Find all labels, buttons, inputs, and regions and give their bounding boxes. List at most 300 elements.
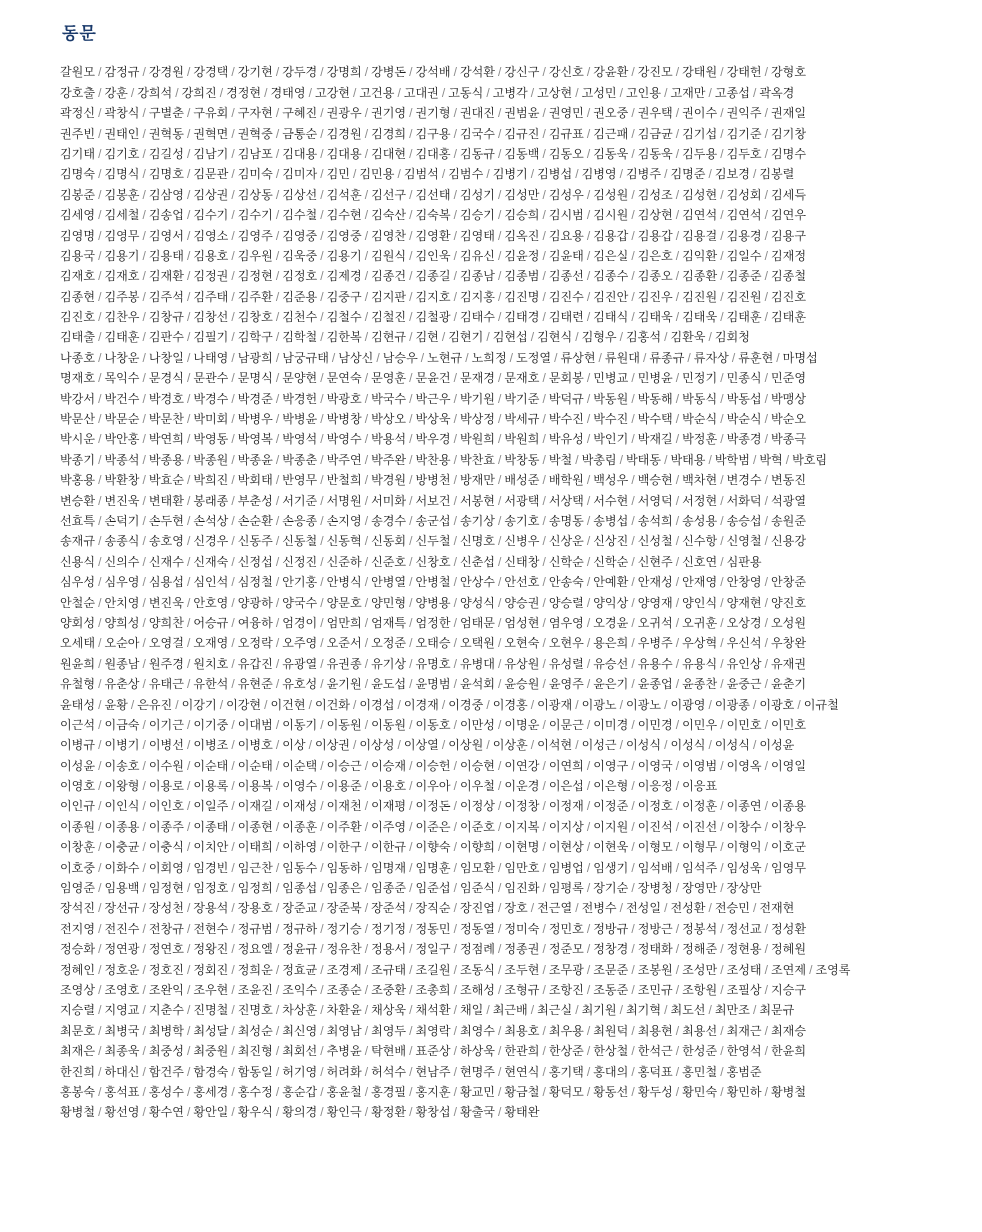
alumni-name[interactable]: 정미숙 — [504, 921, 540, 936]
alumni-name[interactable]: 남궁규태 — [282, 350, 329, 365]
alumni-name[interactable]: 정기정 — [371, 921, 407, 936]
alumni-name[interactable]: 김두호 — [726, 146, 762, 161]
alumni-name[interactable]: 김진안 — [593, 289, 629, 304]
alumni-name[interactable]: 유현준 — [237, 677, 273, 692]
alumni-name[interactable]: 김세영 — [60, 208, 96, 223]
alumni-name[interactable]: 홍대의 — [593, 1064, 629, 1079]
alumni-name[interactable]: 서미화 — [371, 493, 407, 508]
alumni-name[interactable]: 김규표 — [548, 126, 584, 141]
alumni-name[interactable]: 김병영 — [581, 167, 617, 182]
alumni-name[interactable]: 김영소 — [193, 228, 229, 243]
alumni-name[interactable]: 이재길 — [237, 799, 273, 814]
alumni-name[interactable]: 손석상 — [193, 513, 229, 528]
alumni-name[interactable]: 김현섭 — [492, 330, 528, 345]
alumni-name[interactable]: 권혁면 — [193, 126, 229, 141]
alumni-name[interactable]: 서기준 — [282, 493, 318, 508]
alumni-name[interactable]: 이종주 — [148, 819, 184, 834]
alumni-name[interactable]: 홍석표 — [104, 1084, 140, 1099]
alumni-name[interactable]: 정규하 — [282, 921, 318, 936]
alumni-name[interactable]: 이광노 — [581, 697, 617, 712]
alumni-name[interactable]: 김옥진 — [504, 228, 540, 243]
alumni-name[interactable]: 임영무 — [771, 860, 807, 875]
alumni-name[interactable]: 나태영 — [193, 350, 229, 365]
alumni-name[interactable]: 권익주 — [726, 106, 762, 121]
alumni-name[interactable]: 이동원 — [371, 717, 407, 732]
alumni-name[interactable]: 박동해 — [637, 391, 673, 406]
alumni-name[interactable]: 김동백 — [504, 146, 540, 161]
alumni-name[interactable]: 홍지훈 — [415, 1084, 451, 1099]
alumni-name[interactable]: 조연제 — [771, 962, 807, 977]
alumni-name[interactable]: 김범수 — [448, 167, 484, 182]
alumni-name[interactable]: 최재근 — [726, 1023, 762, 1038]
alumni-name[interactable]: 이형익 — [726, 840, 762, 855]
alumni-name[interactable]: 이순태 — [237, 758, 273, 773]
alumni-name[interactable]: 박순식 — [682, 412, 718, 427]
alumni-name[interactable]: 박종용 — [148, 452, 184, 467]
alumni-name[interactable]: 강두경 — [282, 65, 318, 80]
alumni-name[interactable]: 김두용 — [682, 146, 718, 161]
alumni-name[interactable]: 문경식 — [148, 371, 184, 386]
alumni-name[interactable]: 신용강 — [771, 534, 807, 549]
alumni-name[interactable]: 이준호 — [459, 819, 495, 834]
alumni-name[interactable]: 양승권 — [504, 595, 540, 610]
alumni-name[interactable]: 심판용 — [726, 554, 762, 569]
alumni-name[interactable]: 홍기택 — [548, 1064, 584, 1079]
alumni-name[interactable]: 용은희 — [593, 636, 629, 651]
alumni-name[interactable]: 봉래종 — [193, 493, 229, 508]
alumni-name[interactable]: 박근우 — [415, 391, 451, 406]
alumni-name[interactable]: 김미자 — [282, 167, 318, 182]
alumni-name[interactable]: 박유성 — [548, 432, 584, 447]
alumni-name[interactable]: 정점례 — [459, 942, 495, 957]
alumni-name[interactable]: 김대용 — [326, 146, 362, 161]
alumni-name[interactable]: 김정호 — [282, 269, 318, 284]
alumni-name[interactable]: 김남기 — [193, 146, 229, 161]
alumni-name[interactable]: 신창호 — [415, 554, 451, 569]
alumni-name[interactable]: 강호출 — [60, 85, 96, 100]
alumni-name[interactable]: 이충균 — [104, 840, 140, 855]
alumni-name[interactable]: 손두현 — [148, 513, 184, 528]
alumni-name[interactable]: 윤종찬 — [682, 677, 718, 692]
alumni-name[interactable]: 오정락 — [237, 636, 273, 651]
alumni-name[interactable]: 방재만 — [459, 473, 495, 488]
alumni-name[interactable]: 이명운 — [504, 717, 540, 732]
alumni-name[interactable]: 유권종 — [326, 656, 362, 671]
alumni-name[interactable]: 이재천 — [326, 799, 362, 814]
alumni-name[interactable]: 한윤희 — [771, 1044, 807, 1059]
alumni-name[interactable]: 이경홍 — [492, 697, 528, 712]
alumni-name[interactable]: 이근석 — [60, 717, 96, 732]
alumni-name[interactable]: 서봉현 — [459, 493, 495, 508]
alumni-name[interactable]: 이경중 — [448, 697, 484, 712]
alumni-name[interactable]: 지승구 — [771, 982, 807, 997]
alumni-name[interactable]: 김동규 — [459, 146, 495, 161]
alumni-name[interactable]: 방병천 — [415, 473, 451, 488]
alumni-name[interactable]: 구유회 — [193, 106, 229, 121]
alumni-name[interactable]: 김용구 — [771, 228, 807, 243]
alumni-name[interactable]: 윤명범 — [415, 677, 451, 692]
alumni-name[interactable]: 임병업 — [548, 860, 584, 875]
alumni-name[interactable]: 정동열 — [459, 921, 495, 936]
alumni-name[interactable]: 박종윤 — [237, 452, 273, 467]
alumni-name[interactable]: 이성식 — [670, 738, 706, 753]
alumni-name[interactable]: 홍성수 — [148, 1084, 184, 1099]
alumni-name[interactable]: 부춘성 — [237, 493, 273, 508]
alumni-name[interactable]: 박경원 — [371, 473, 407, 488]
alumni-name[interactable]: 전성일 — [626, 901, 662, 916]
alumni-name[interactable]: 이동호 — [415, 717, 451, 732]
alumni-name[interactable]: 김창규 — [148, 310, 184, 325]
alumni-name[interactable]: 장상만 — [726, 881, 762, 896]
alumni-name[interactable]: 임정호 — [193, 881, 229, 896]
alumni-name[interactable]: 지승렬 — [60, 1003, 96, 1018]
alumni-name[interactable]: 이승헌 — [415, 758, 451, 773]
alumni-name[interactable]: 정혜인 — [60, 962, 96, 977]
alumni-name[interactable]: 김수기 — [237, 208, 273, 223]
alumni-name[interactable]: 이성윤 — [60, 758, 96, 773]
alumni-name[interactable]: 박정훈 — [682, 432, 718, 447]
alumni-name[interactable]: 이대범 — [237, 717, 273, 732]
alumni-name[interactable]: 이한규 — [371, 840, 407, 855]
alumni-name[interactable]: 박맹상 — [771, 391, 807, 406]
alumni-name[interactable]: 이형무 — [682, 840, 718, 855]
alumni-name[interactable]: 김익환 — [682, 248, 718, 263]
alumni-name[interactable]: 이광영 — [670, 697, 706, 712]
alumni-name[interactable]: 김상동 — [237, 187, 273, 202]
alumni-name[interactable]: 오준서 — [326, 636, 362, 651]
alumni-name[interactable]: 김영주 — [237, 228, 273, 243]
alumni-name[interactable]: 안상수 — [459, 575, 495, 590]
alumni-name[interactable]: 현명주 — [459, 1064, 495, 1079]
alumni-name[interactable]: 이영일 — [771, 758, 807, 773]
alumni-name[interactable]: 이종원 — [60, 819, 96, 834]
alumni-name[interactable]: 엄정한 — [415, 615, 451, 630]
alumni-name[interactable]: 김대용 — [282, 146, 318, 161]
alumni-name[interactable]: 양문호 — [326, 595, 362, 610]
alumni-name[interactable]: 이충식 — [148, 840, 184, 855]
alumni-name[interactable]: 이성근 — [581, 738, 617, 753]
alumni-name[interactable]: 황태완 — [504, 1105, 540, 1120]
alumni-name[interactable]: 변태환 — [148, 493, 184, 508]
alumni-name[interactable]: 홍윤철 — [326, 1084, 362, 1099]
alumni-name[interactable]: 지영교 — [104, 1003, 140, 1018]
alumni-name[interactable]: 김욱중 — [282, 248, 318, 263]
alumni-name[interactable]: 안병열 — [371, 575, 407, 590]
alumni-name[interactable]: 황의경 — [282, 1105, 318, 1120]
alumni-name[interactable]: 박인기 — [593, 432, 629, 447]
alumni-name[interactable]: 김회청 — [714, 330, 750, 345]
alumni-name[interactable]: 박재길 — [637, 432, 673, 447]
alumni-name[interactable]: 김금균 — [637, 126, 673, 141]
alumni-name[interactable]: 서보건 — [415, 493, 451, 508]
alumni-name[interactable]: 신영철 — [726, 534, 762, 549]
alumni-name[interactable]: 명재호 — [60, 371, 96, 386]
alumni-name[interactable]: 정유찬 — [326, 942, 362, 957]
alumni-name[interactable]: 송원준 — [771, 513, 807, 528]
alumni-name[interactable]: 김진원 — [726, 289, 762, 304]
alumni-name[interactable]: 유용식 — [682, 656, 718, 671]
alumni-name[interactable]: 김종남 — [459, 269, 495, 284]
alumni-name[interactable]: 목익수 — [104, 371, 140, 386]
alumni-name[interactable]: 김영명 — [60, 228, 96, 243]
alumni-name[interactable]: 이회영 — [148, 860, 184, 875]
alumni-name[interactable]: 강희진 — [181, 85, 217, 100]
alumni-name[interactable]: 김명숙 — [60, 167, 96, 182]
alumni-name[interactable]: 이승현 — [459, 758, 495, 773]
alumni-name[interactable]: 민병윤 — [637, 371, 673, 386]
alumni-name[interactable]: 정해준 — [682, 942, 718, 957]
alumni-name[interactable]: 정창경 — [593, 942, 629, 957]
alumni-name[interactable]: 하상욱 — [459, 1044, 495, 1059]
alumni-name[interactable]: 권이수 — [682, 106, 718, 121]
alumni-name[interactable]: 최회선 — [282, 1044, 318, 1059]
alumni-name[interactable]: 임생기 — [593, 860, 629, 875]
alumni-name[interactable]: 경정현 — [226, 85, 262, 100]
alumni-name[interactable]: 이연희 — [548, 758, 584, 773]
alumni-name[interactable]: 이영호 — [60, 779, 96, 794]
alumni-name[interactable]: 정동민 — [415, 921, 451, 936]
alumni-name[interactable]: 곽창식 — [104, 106, 140, 121]
alumni-name[interactable]: 김종오 — [637, 269, 673, 284]
alumni-name[interactable]: 이병기 — [104, 738, 140, 753]
alumni-name[interactable]: 이인규 — [60, 799, 96, 814]
alumni-name[interactable]: 조영록 — [815, 962, 851, 977]
alumni-name[interactable]: 표준상 — [415, 1044, 451, 1059]
alumni-name[interactable]: 민종식 — [726, 371, 762, 386]
alumni-name[interactable]: 이창수 — [726, 819, 762, 834]
alumni-name[interactable]: 변진욱 — [104, 493, 140, 508]
alumni-name[interactable]: 여융하 — [237, 615, 273, 630]
alumni-name[interactable]: 조항진 — [548, 982, 584, 997]
alumni-name[interactable]: 전승민 — [714, 901, 750, 916]
alumni-name[interactable]: 오현우 — [548, 636, 584, 651]
alumni-name[interactable]: 정혜원 — [771, 942, 807, 957]
alumni-name[interactable]: 이건화 — [314, 697, 350, 712]
alumni-name[interactable]: 신경우 — [193, 534, 229, 549]
alumni-name[interactable]: 김명호 — [148, 167, 184, 182]
alumni-name[interactable]: 안선호 — [504, 575, 540, 590]
alumni-name[interactable]: 김용태 — [148, 248, 184, 263]
alumni-name[interactable]: 이순택 — [282, 758, 318, 773]
alumni-name[interactable]: 신성철 — [637, 534, 673, 549]
alumni-name[interactable]: 김영무 — [104, 228, 140, 243]
alumni-name[interactable]: 서정현 — [682, 493, 718, 508]
alumni-name[interactable]: 정희운 — [237, 962, 273, 977]
alumni-name[interactable]: 이준은 — [415, 819, 451, 834]
alumni-name[interactable]: 이정훈 — [682, 799, 718, 814]
alumni-name[interactable]: 장병청 — [637, 881, 673, 896]
alumni-name[interactable]: 김정권 — [193, 269, 229, 284]
alumni-name[interactable]: 유명호 — [415, 656, 451, 671]
alumni-name[interactable]: 박종석 — [104, 452, 140, 467]
alumni-name[interactable]: 김창선 — [193, 310, 229, 325]
alumni-name[interactable]: 김동욱 — [593, 146, 629, 161]
alumni-name[interactable]: 오택원 — [459, 636, 495, 651]
alumni-name[interactable]: 나창운 — [104, 350, 140, 365]
alumni-name[interactable]: 박수진 — [593, 412, 629, 427]
alumni-name[interactable]: 김선태 — [415, 187, 451, 202]
alumni-name[interactable]: 김근패 — [593, 126, 629, 141]
alumni-name[interactable]: 홍수정 — [237, 1084, 273, 1099]
alumni-name[interactable]: 이정창 — [504, 799, 540, 814]
alumni-name[interactable]: 이창우 — [771, 819, 807, 834]
alumni-name[interactable]: 추병윤 — [326, 1044, 362, 1059]
alumni-name[interactable]: 이정돈 — [415, 799, 451, 814]
alumni-name[interactable]: 김명수 — [771, 146, 807, 161]
alumni-name[interactable]: 김봉훈 — [104, 187, 140, 202]
alumni-name[interactable]: 김범석 — [403, 167, 439, 182]
alumni-name[interactable]: 유병대 — [459, 656, 495, 671]
alumni-name[interactable]: 정성환 — [771, 921, 807, 936]
alumni-name[interactable]: 황금철 — [504, 1084, 540, 1099]
alumni-name[interactable]: 김영서 — [148, 228, 184, 243]
alumni-name[interactable]: 신준하 — [326, 554, 362, 569]
alumni-name[interactable]: 허려화 — [326, 1064, 362, 1079]
alumni-name[interactable]: 고병각 — [492, 85, 528, 100]
alumni-name[interactable]: 이은형 — [593, 779, 629, 794]
alumni-name[interactable]: 김병주 — [626, 167, 662, 182]
alumni-name[interactable]: 채상욱 — [371, 1003, 407, 1018]
alumni-name[interactable]: 한상준 — [548, 1044, 584, 1059]
alumni-name[interactable]: 김윤태 — [548, 248, 584, 263]
alumni-name[interactable]: 정준모 — [548, 942, 584, 957]
alumni-name[interactable]: 오순아 — [104, 636, 140, 651]
alumni-name[interactable]: 신정진 — [282, 554, 318, 569]
alumni-name[interactable]: 배학원 — [548, 473, 584, 488]
alumni-name[interactable]: 김시범 — [548, 208, 584, 223]
alumni-name[interactable]: 이문근 — [548, 717, 584, 732]
alumni-name[interactable]: 고대권 — [403, 85, 439, 100]
alumni-name[interactable]: 김영중 — [282, 228, 318, 243]
alumni-name[interactable]: 임진화 — [504, 881, 540, 896]
alumni-name[interactable]: 전창규 — [148, 921, 184, 936]
alumni-name[interactable]: 이승근 — [326, 758, 362, 773]
alumni-name[interactable]: 김기태 — [60, 146, 96, 161]
alumni-name[interactable]: 권태인 — [104, 126, 140, 141]
alumni-name[interactable]: 조동식 — [459, 962, 495, 977]
alumni-name[interactable]: 김대현 — [371, 146, 407, 161]
alumni-name[interactable]: 임영준 — [60, 881, 96, 896]
alumni-name[interactable]: 김수현 — [326, 208, 362, 223]
alumni-name[interactable]: 박시운 — [60, 432, 96, 447]
alumni-name[interactable]: 이태희 — [237, 840, 273, 855]
alumni-name[interactable]: 백성우 — [593, 473, 629, 488]
alumni-name[interactable]: 변진욱 — [148, 595, 184, 610]
alumni-name[interactable]: 서화덕 — [726, 493, 762, 508]
alumni-name[interactable]: 이영옥 — [726, 758, 762, 773]
alumni-name[interactable]: 심우영 — [104, 575, 140, 590]
alumni-name[interactable]: 오경윤 — [593, 615, 629, 630]
alumni-name[interactable]: 오현숙 — [504, 636, 540, 651]
alumni-name[interactable]: 황민숙 — [682, 1084, 718, 1099]
alumni-name[interactable]: 최영락 — [415, 1023, 451, 1038]
alumni-name[interactable]: 이형모 — [637, 840, 673, 855]
alumni-name[interactable]: 고종섭 — [714, 85, 750, 100]
alumni-name[interactable]: 박문순 — [104, 412, 140, 427]
alumni-name[interactable]: 정규범 — [237, 921, 273, 936]
alumni-name[interactable]: 김요용 — [548, 228, 584, 243]
alumni-name[interactable]: 허기영 — [282, 1064, 318, 1079]
alumni-name[interactable]: 정윤규 — [282, 942, 318, 957]
alumni-name[interactable]: 김철진 — [371, 310, 407, 325]
alumni-name[interactable]: 엄재특 — [371, 615, 407, 630]
alumni-name[interactable]: 이동기 — [282, 717, 318, 732]
alumni-name[interactable]: 황인극 — [326, 1105, 362, 1120]
alumni-name[interactable]: 이영구 — [593, 758, 629, 773]
alumni-name[interactable]: 신정섭 — [237, 554, 273, 569]
alumni-name[interactable]: 김성회 — [726, 187, 762, 202]
alumni-name[interactable]: 김종환 — [682, 269, 718, 284]
alumni-name[interactable]: 박종경 — [726, 432, 762, 447]
alumni-name[interactable]: 이경재 — [403, 697, 439, 712]
alumni-name[interactable]: 김봉렬 — [759, 167, 795, 182]
alumni-name[interactable]: 박희진 — [193, 473, 229, 488]
alumni-name[interactable]: 어승규 — [193, 615, 229, 630]
alumni-name[interactable]: 김유신 — [459, 248, 495, 263]
alumni-name[interactable]: 임경빈 — [193, 860, 229, 875]
alumni-name[interactable]: 정요엘 — [237, 942, 273, 957]
alumni-name[interactable]: 정현용 — [726, 942, 762, 957]
alumni-name[interactable]: 오상경 — [726, 615, 762, 630]
alumni-name[interactable]: 김천수 — [282, 310, 318, 325]
alumni-name[interactable]: 오태승 — [415, 636, 451, 651]
alumni-name[interactable]: 엄만희 — [326, 615, 362, 630]
alumni-name[interactable]: 박종원 — [193, 452, 229, 467]
alumni-name[interactable]: 이창훈 — [60, 840, 96, 855]
alumni-name[interactable]: 신동철 — [282, 534, 318, 549]
alumni-name[interactable]: 유호성 — [282, 677, 318, 692]
alumni-name[interactable]: 박연희 — [148, 432, 184, 447]
alumni-name[interactable]: 박원희 — [459, 432, 495, 447]
alumni-name[interactable]: 박기준 — [504, 391, 540, 406]
alumni-name[interactable]: 박영석 — [282, 432, 318, 447]
alumni-name[interactable]: 홍범준 — [726, 1064, 762, 1079]
alumni-name[interactable]: 최영남 — [326, 1023, 362, 1038]
alumni-name[interactable]: 유기상 — [371, 656, 407, 671]
alumni-name[interactable]: 박경호 — [148, 391, 184, 406]
alumni-name[interactable]: 우상혁 — [682, 636, 718, 651]
alumni-name[interactable]: 김성만 — [504, 187, 540, 202]
alumni-name[interactable]: 김길성 — [148, 146, 184, 161]
alumni-name[interactable]: 안창준 — [771, 575, 807, 590]
alumni-name[interactable]: 임종준 — [371, 881, 407, 896]
alumni-name[interactable]: 전성환 — [670, 901, 706, 916]
alumni-name[interactable]: 양익상 — [593, 595, 629, 610]
alumni-name[interactable]: 정효균 — [282, 962, 318, 977]
alumni-name[interactable]: 감정규 — [104, 65, 140, 80]
alumni-name[interactable]: 이종현 — [237, 819, 273, 834]
alumni-name[interactable]: 박문산 — [60, 412, 96, 427]
alumni-name[interactable]: 김규진 — [504, 126, 540, 141]
alumni-name[interactable]: 조총희 — [415, 982, 451, 997]
alumni-name[interactable]: 우창완 — [771, 636, 807, 651]
alumni-name[interactable]: 반철희 — [326, 473, 362, 488]
alumni-name[interactable]: 신현주 — [637, 554, 673, 569]
alumni-name[interactable]: 이인호 — [148, 799, 184, 814]
alumni-name[interactable]: 이우아 — [415, 779, 451, 794]
alumni-name[interactable]: 박상오 — [371, 412, 407, 427]
alumni-name[interactable]: 김민 — [326, 167, 350, 182]
alumni-name[interactable]: 정일구 — [415, 942, 451, 957]
alumni-name[interactable]: 권기영 — [371, 106, 407, 121]
alumni-name[interactable]: 이인식 — [104, 799, 140, 814]
alumni-name[interactable]: 이기중 — [193, 717, 229, 732]
alumni-name[interactable]: 김정현 — [237, 269, 273, 284]
alumni-name[interactable]: 갈원모 — [60, 65, 96, 80]
alumni-name[interactable]: 이현상 — [548, 840, 584, 855]
alumni-name[interactable]: 한관희 — [504, 1044, 540, 1059]
alumni-name[interactable]: 김세철 — [104, 208, 140, 223]
